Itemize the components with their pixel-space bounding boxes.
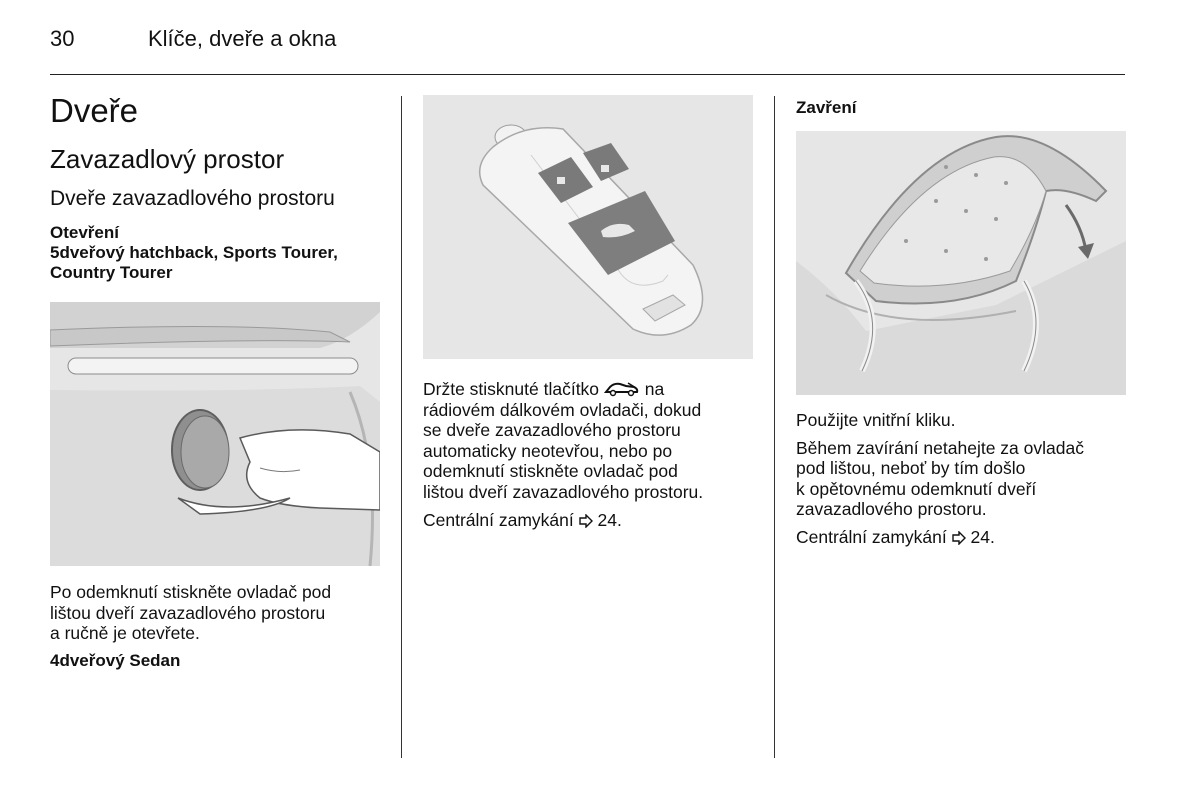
header-divider bbox=[50, 74, 1125, 75]
crossref-text: Centrální zamykání bbox=[796, 526, 947, 547]
paragraph-line: Použijte vnitřní kliku. bbox=[796, 410, 956, 430]
paragraph-line: rádiovém dálkovém ovladači, dokud bbox=[423, 399, 702, 420]
subsection-heading: Zavazadlový prostor bbox=[50, 144, 285, 174]
paragraph-line: se dveře zavazadlového prostoru bbox=[423, 420, 681, 441]
paragraph-line: a ručně je otevřete. bbox=[50, 623, 200, 644]
column-divider-2 bbox=[774, 96, 775, 758]
paragraph-line: automaticky neotevřou, nebo po bbox=[423, 440, 673, 461]
key-fob-illustration bbox=[423, 95, 753, 359]
car-trunk-icon bbox=[604, 381, 640, 397]
paragraph-line: zavazadlového prostoru. bbox=[796, 499, 987, 520]
crossref-page: 24. bbox=[970, 526, 995, 547]
trunk-lid-closing-illustration bbox=[796, 131, 1126, 395]
chapter-title: Klíče, dveře a okna bbox=[148, 26, 337, 51]
paragraph-text-before-icon: Držte stisknuté tlačítko bbox=[423, 379, 600, 399]
variant-line: 5dveřový hatchback, Sports Tourer, bbox=[50, 243, 338, 262]
column-divider-1 bbox=[401, 96, 402, 758]
variant-line: Country Tourer bbox=[50, 263, 173, 282]
page-number: 30 bbox=[50, 26, 75, 51]
open-subheading: Otevření bbox=[50, 223, 119, 242]
page-header bbox=[50, 26, 1125, 66]
crossref-line bbox=[423, 510, 753, 531]
section-heading: Dveře bbox=[50, 92, 139, 129]
paragraph-line: pod lištou, neboť by tím došlo bbox=[796, 458, 1026, 479]
hatchback-handle-illustration bbox=[50, 302, 380, 566]
paragraph-line: Po odemknutí stiskněte ovladač pod bbox=[50, 582, 332, 602]
column-1 bbox=[50, 92, 380, 671]
crossref-page: 24. bbox=[597, 509, 622, 530]
paragraph-line: k opětovnému odemknutí dveří bbox=[796, 478, 1037, 499]
sedan-subheading: 4dveřový Sedan bbox=[50, 650, 181, 670]
close-subheading: Zavření bbox=[796, 98, 857, 117]
topic-heading: Dveře zavazadlového prostoru bbox=[50, 187, 335, 210]
arrow-reference-icon bbox=[579, 514, 593, 528]
paragraph-text-after-icon: na bbox=[644, 379, 665, 399]
paragraph-line: lištou dveří zavazadlového prostoru. bbox=[423, 481, 704, 502]
paragraph-line: lištou dveří zavazadlového prostoru bbox=[50, 602, 326, 623]
crossref-line bbox=[796, 527, 1128, 548]
paragraph-line: Během zavírání netahejte za ovladač bbox=[796, 437, 1084, 458]
arrow-reference-icon bbox=[952, 531, 966, 545]
crossref-text: Centrální zamykání bbox=[423, 509, 574, 530]
column-2 bbox=[423, 95, 753, 530]
column-3 bbox=[796, 98, 1128, 548]
paragraph-line: odemknutí stiskněte ovladač pod bbox=[423, 461, 678, 482]
paragraph-line bbox=[423, 379, 753, 400]
